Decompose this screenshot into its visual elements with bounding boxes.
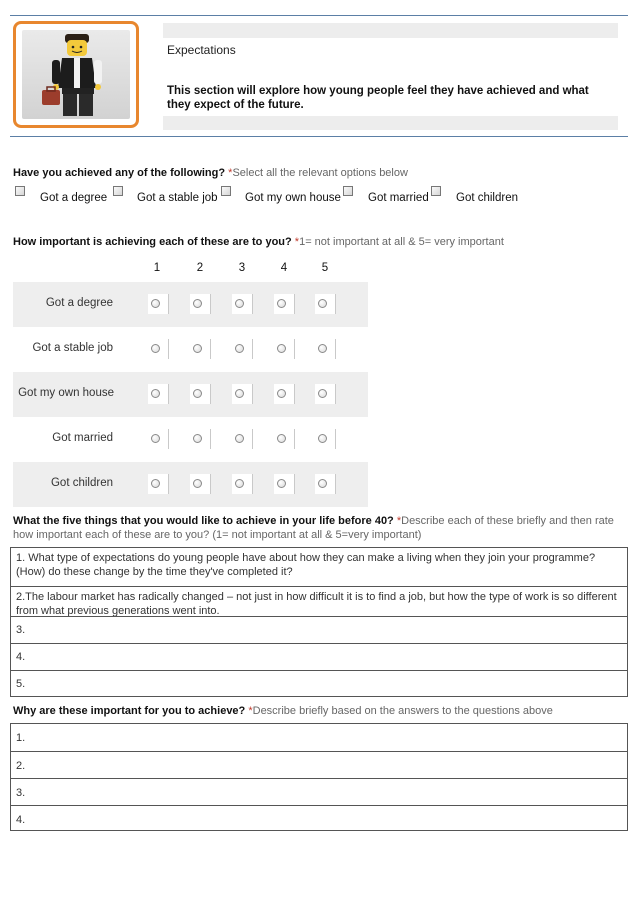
radio-children-4[interactable] — [277, 479, 286, 488]
radio-house-1[interactable] — [151, 389, 160, 398]
radio-married-3[interactable] — [235, 434, 244, 443]
checkbox-children[interactable] — [431, 186, 441, 196]
matrix-row-label: Got married — [52, 432, 113, 444]
option-label: Got married — [368, 192, 429, 204]
option-label: Got children — [456, 192, 519, 204]
question-text: Why are these important for you to achieve? — [13, 705, 246, 717]
scale-label-4: 4 — [280, 262, 288, 274]
radio-married-4[interactable] — [277, 434, 286, 443]
radio-job-1[interactable] — [151, 344, 160, 353]
answer-field-1[interactable]: 1. What type of expectations do young people have about how they can make a living when they join your programme? (How) do these change by the time they've completed it? — [16, 552, 596, 578]
radio-children-2[interactable] — [193, 479, 202, 488]
matrix-row-married — [13, 417, 368, 462]
top-divider — [10, 15, 628, 16]
radio-job-3[interactable] — [235, 344, 244, 353]
required-mark: * — [228, 167, 233, 179]
radio-job-5[interactable] — [318, 344, 327, 353]
question-text: Have you achieved any of the following? — [13, 167, 226, 179]
matrix-row-label: Got a degree — [45, 297, 113, 309]
answer-field-4[interactable]: 4. — [11, 643, 627, 670]
checkbox-got-degree[interactable] — [15, 186, 25, 196]
matrix-row-own-house — [13, 372, 368, 417]
radio-degree-5[interactable] — [318, 299, 327, 308]
reason-field-4[interactable]: 4. — [11, 805, 627, 831]
radio-degree-3[interactable] — [235, 299, 244, 308]
header-band-top — [163, 23, 618, 38]
question-why-important — [13, 704, 625, 718]
required-mark: * — [248, 705, 253, 717]
radio-degree-4[interactable] — [277, 299, 286, 308]
radio-job-2[interactable] — [193, 344, 202, 353]
radio-children-1[interactable] — [151, 479, 160, 488]
radio-house-4[interactable] — [277, 389, 286, 398]
checkbox-own-house[interactable] — [221, 186, 231, 196]
matrix-row-degree — [13, 282, 368, 327]
question-hint: 1= not important at all & 5= very important — [299, 236, 504, 248]
answer-field-3[interactable]: 3. — [11, 616, 627, 643]
matrix-row-stable-job — [13, 327, 368, 372]
checkbox-married[interactable] — [343, 186, 353, 196]
radio-married-2[interactable] — [193, 434, 202, 443]
question-importance — [13, 235, 623, 249]
header-band-bottom — [163, 116, 618, 130]
matrix-row-label: Got children — [50, 477, 113, 489]
section-description: This section will explore how young people feel they have achieved and what they expect of the future. — [167, 85, 589, 111]
question-hint: Describe each of these briefly and then rate how important each of these are to you? (1= not important at all & 5=very important) — [13, 515, 614, 541]
radio-children-3[interactable] — [235, 479, 244, 488]
matrix-row-children — [13, 462, 368, 507]
option-label: Got a degree — [40, 192, 108, 204]
question-text: How important is achieving each of these are to you? — [13, 236, 292, 248]
question-before-40 — [13, 514, 625, 542]
reason-field-2[interactable]: 2. — [11, 751, 627, 778]
required-mark: * — [396, 515, 402, 527]
radio-house-2[interactable] — [193, 389, 202, 398]
scale-label-3: 3 — [238, 262, 246, 274]
answer-field-2[interactable]: 2.The labour market has radically changed – not just in how difficult it is to find a job, but how the type of work is so different from what previous generations went into. — [11, 586, 627, 616]
required-mark: * — [294, 236, 300, 248]
header-divider — [10, 136, 628, 137]
answer-field-5[interactable]: 5. — [11, 670, 627, 697]
achieved-options — [13, 186, 623, 208]
radio-degree-1[interactable] — [151, 299, 160, 308]
radio-degree-2[interactable] — [193, 299, 202, 308]
radio-job-4[interactable] — [277, 344, 286, 353]
radio-house-3[interactable] — [235, 389, 244, 398]
scale-label-1: 1 — [153, 262, 161, 274]
reason-field-1[interactable]: 1. — [16, 732, 26, 744]
question-achieved — [13, 166, 623, 180]
scale-label-2: 2 — [196, 262, 204, 274]
section-title: Expectations — [167, 43, 236, 57]
matrix-row-label: Got a stable job — [32, 342, 113, 354]
radio-married-1[interactable] — [151, 434, 160, 443]
reason-field-3[interactable]: 3. — [11, 778, 627, 805]
radio-children-5[interactable] — [318, 479, 327, 488]
matrix-row-label: Got my own house — [18, 387, 114, 399]
lego-figure-icon — [22, 30, 132, 121]
radio-married-5[interactable] — [318, 434, 327, 443]
option-label: Got my own house — [245, 192, 341, 204]
question-text: What the five things that you would like to achieve in your life before 40? — [13, 515, 394, 527]
checkbox-stable-job[interactable] — [113, 186, 123, 196]
radio-house-5[interactable] — [318, 389, 327, 398]
question-hint: Select all the relevant options below — [232, 167, 408, 179]
answers-before-40 — [10, 547, 628, 697]
scale-label-5: 5 — [321, 262, 329, 274]
answers-why-important — [10, 723, 628, 831]
question-hint: Describe briefly based on the answers to the questions above — [252, 705, 553, 717]
option-label: Got a stable job — [137, 192, 218, 204]
avatar — [13, 21, 139, 128]
